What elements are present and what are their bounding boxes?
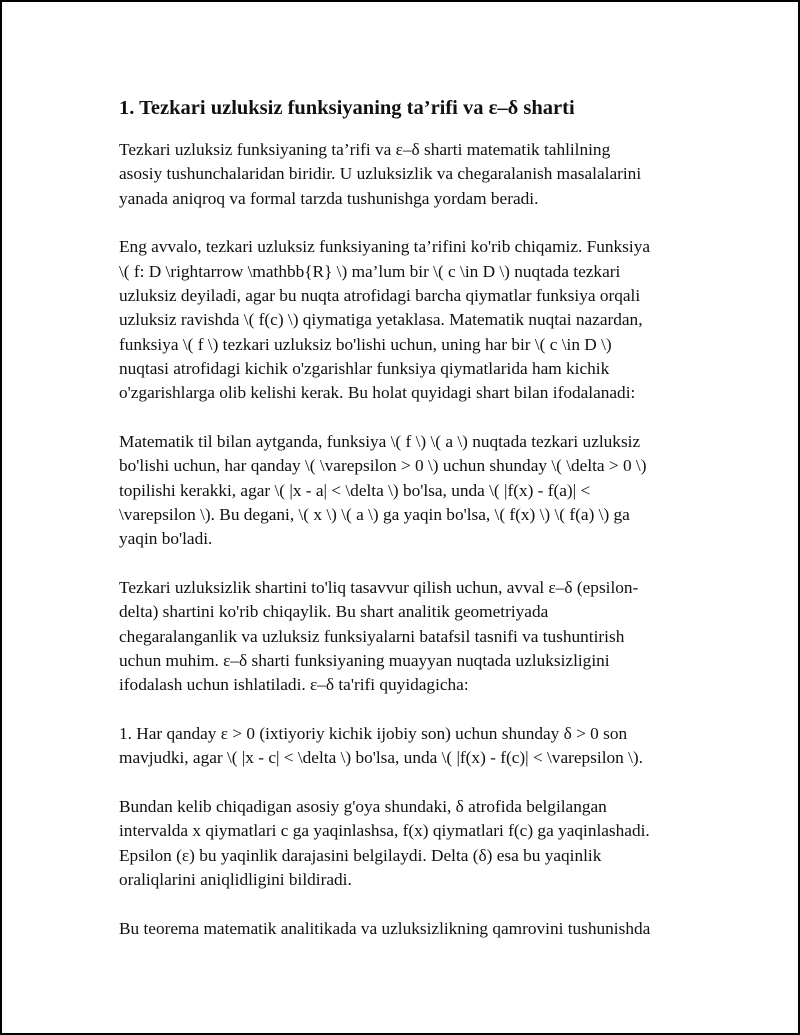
text-line: Epsilon (ε) bu yaqinlik darajasini belgilaydi. Delta (δ) esa bu yaqinlik <box>119 845 602 865</box>
text-line: Tezkari uzluksizlik shartini to'liq tasavvur qilish uchun, avval ε–δ (epsilon- <box>119 577 639 597</box>
text-line: o'zgarishlarga olib kelishi kerak. Bu holat quyidagi shart bilan ifodalanadi: <box>119 383 636 403</box>
document-body <box>119 94 689 966</box>
text-line: Tezkari uzluksiz funksiyaning ta’rifi va ε–δ sharti matematik tahlilning <box>119 140 611 159</box>
paragraph-intro <box>119 138 689 211</box>
text-line: nuqtasi atrofidagi kichik o'zgarishlar funksiya qiymatlarida ham kichik <box>119 358 610 378</box>
paragraph-idea <box>119 795 689 892</box>
text-line: Bu teorema matematik analitikada va uzluksizlikning qamrovini tushunishda <box>119 918 651 938</box>
paragraph-formal <box>119 430 689 551</box>
text-line: asosiy tushunchalaridan biridir. U uzluksizlik va chegaralanish masalalarini <box>119 164 642 184</box>
text-line: Matematik til bilan aytganda, funksiya \( f \) \( a \) nuqtada tezkari uzluksiz <box>119 431 641 451</box>
paragraph-definition <box>119 235 689 405</box>
text-line: 1. Har qanday ε > 0 (ixtiyoriy kichik ijobiy son) uchun shunday δ > 0 son <box>119 723 628 743</box>
text-line: Bundan kelib chiqadigan asosiy g'oya shundaki, δ atrofida belgilangan <box>119 797 607 817</box>
text-line: delta) shartini ko'rib chiqaylik. Bu shart analitik geometriyada <box>119 602 549 622</box>
text-line: funksiya \( f \) tezkari uzluksiz bo'lishi uchun, uning har bir \( c \in D \) <box>119 334 612 354</box>
text-line: topilishi kerakki, agar \( |x - a| < \delta \) bo'lsa, unda \( |f(x) - f(a)| < <box>119 480 591 500</box>
text-line: oraliqlarini aniqlidligini bildiradi. <box>119 869 352 889</box>
text-line: yanada aniqroq va formal tarzda tushunishga yordam beradi. <box>119 188 539 208</box>
text-line: intervalda x qiymatlari c ga yaqinlashsa, f(x) qiymatlari f(c) ga yaqinlashadi. <box>119 821 650 841</box>
text-line: \( f: D \rightarrow \mathbb{R} \) ma’lum bir \( c \in D \) nuqtada tezkari <box>119 261 621 281</box>
text-line: uzluksiz ravishda \( f(c) \) qiymatiga yetaklasa. Matematik nuqtai nazardan, <box>119 310 643 330</box>
text-line: uchun muhim. ε–δ sharti funksiyaning muayyan nuqtada uzluksizligini <box>119 650 610 670</box>
text-line: yaqin bo'ladi. <box>119 529 213 549</box>
paragraph-epsilon-delta <box>119 576 689 697</box>
text-line: Eng avvalo, tezkari uzluksiz funksiyaning ta’rifini ko'rib chiqamiz. Funksiya <box>119 237 651 257</box>
paragraph-theorem <box>119 917 689 941</box>
text-line: \varepsilon \). Bu degani, \( x \) \( a \) ga yaqin bo'lsa, \( f(x) \) \( f(a) \) ga <box>119 504 630 524</box>
text-line: uzluksiz deyiladi, agar bu nuqta atrofidagi barcha qiymatlar funksiya orqali <box>119 285 641 305</box>
paragraph-condition <box>119 722 689 771</box>
text-line: bo'lishi uchun, har qanday \( \varepsilon > 0 \) uchun shunday \( \delta > 0 \) <box>119 456 647 476</box>
text-line: mavjudki, agar \( |x - c| < \delta \) bo'lsa, unda \( |f(x) - f(c)| < \varepsilon \). <box>119 748 643 768</box>
text-line: chegaralanganlik va uzluksiz funksiyalarni batafsil tasnifi va tushuntirish <box>119 626 625 646</box>
text-line: ifodalash uchun ishlatiladi. ε–δ ta'rifi quyidagicha: <box>119 675 469 695</box>
section-heading: 1. Tezkari uzluksiz funksiyaning ta’rifi va ε–δ sharti <box>119 97 575 119</box>
